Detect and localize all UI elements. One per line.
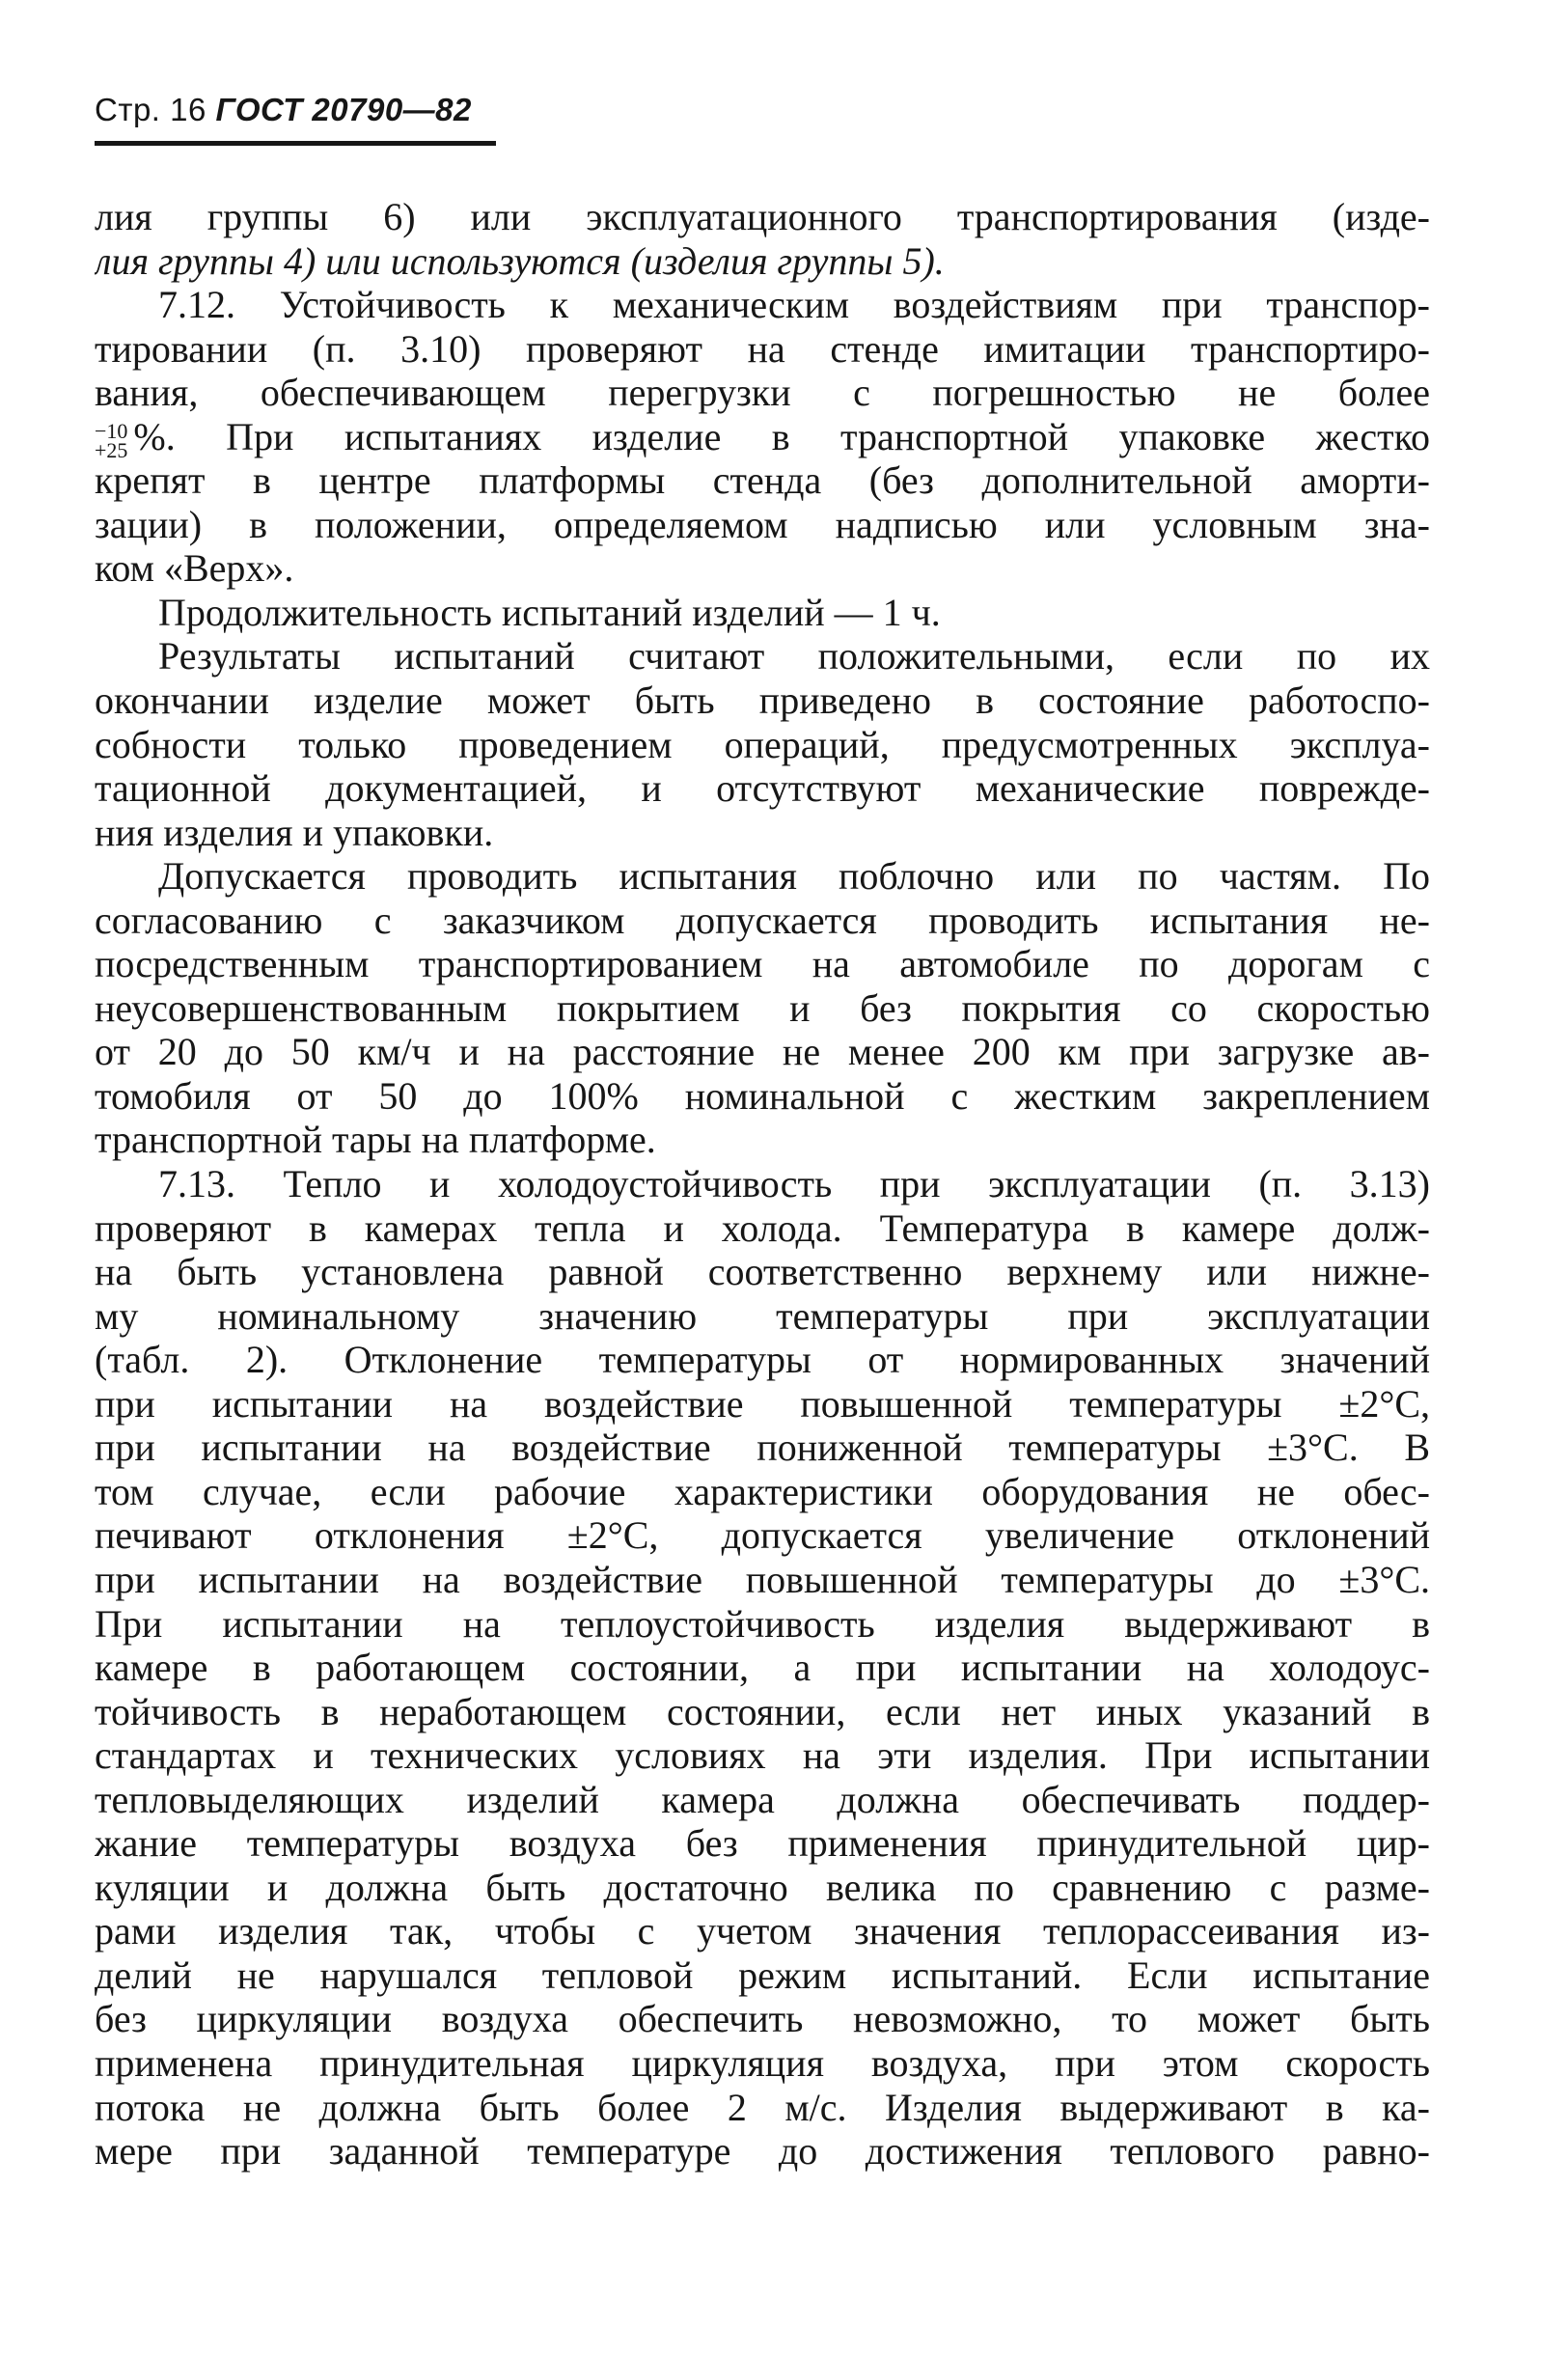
text-line: окончании изделие может быть приведено в состояние работоспо- [95, 679, 1430, 723]
text-line-tolerance [95, 415, 1430, 459]
paragraph-results [95, 634, 1430, 854]
text-line: без циркуляции воздуха обеспечить невозможно, то может быть [95, 1997, 1430, 2041]
text-line: 7.12. Устойчивость к механическим воздействиям при транспор- [158, 283, 1430, 327]
page-header [95, 89, 500, 147]
text-line: (табл. 2). Отклонение температуры от нормированных значений [95, 1338, 1430, 1382]
body-text [95, 195, 1430, 2174]
text-line: камере в работающем состоянии, а при испытании на холодоус- [95, 1646, 1430, 1690]
text-line: лия группы 4) или используются (изделия группы 5). [95, 238, 945, 283]
text-line: Результаты испытаний считают положительными, если по их [158, 634, 1430, 679]
text-line: тойчивость в неработающем состоянии, если нет иных указаний в [95, 1689, 1430, 1733]
text-line: жание температуры воздуха без применения принудительной цир- [95, 1821, 1430, 1866]
standard-designation: ГОСТ 20790—82 [215, 92, 472, 127]
text-line: том случае, если рабочие характеристики оборудования не обес- [95, 1469, 1430, 1513]
text-line: посредственным транспортированием на автомобиле по дорогам с [95, 942, 1430, 986]
text-line: ния изделия и упаковки. [95, 810, 494, 854]
text-line: ком «Верх». [95, 546, 294, 591]
header-text [95, 89, 472, 131]
text-line: согласованию с заказчиком допускается проводить испытания не- [95, 898, 1430, 942]
text-line: собности только проведением операций, предусмотренных эксплуа- [95, 722, 1430, 766]
paragraph-allowed [95, 854, 1430, 1162]
tolerance-upper: −10 [95, 418, 128, 443]
paragraph-duration [95, 591, 1430, 635]
paragraph-7-13 [95, 1162, 1430, 2174]
text-line: тационной документацией, и отсутствуют механические поврежде- [95, 766, 1430, 811]
text-line: 7.13. Тепло и холодоустойчивость при эксплуатации (п. 3.13) [158, 1162, 1430, 1206]
text-line: мере при заданной температуре до достижения теплового равно- [95, 2129, 1430, 2174]
text-line: применена принудительная циркуляция воздуха, при этом скорость [95, 2040, 1430, 2085]
text-line: Допускается проводить испытания поблочно или по частям. По [158, 854, 1430, 899]
text-line: крепят в центре платформы стенда (без дополнительной аморти- [95, 458, 1430, 503]
text-line: неусовершенствованным покрытием и без покрытия со скоростью [95, 985, 1430, 1030]
text-line: томобиля от 50 до 100% номинальной с жестким закреплением [95, 1073, 1430, 1118]
text-line: му номинальному значению температуры при эксплуатации [95, 1293, 1430, 1338]
page-number: Стр. 16 [95, 92, 206, 127]
text-line: стандартах и технических условиях на эти изделия. При испытании [95, 1733, 1430, 1778]
text-line: делий не нарушался тепловой режим испытаний. Если испытание [95, 1952, 1430, 1997]
text-line: тепловыделяющих изделий камера должна обеспечивать поддер- [95, 1777, 1430, 1821]
text-line: тировании (п. 3.10) проверяют на стенде имитации транспортиро- [95, 326, 1430, 371]
text-line: при испытании на воздействие повышенной температуры до ±3°С. [95, 1557, 1430, 1601]
text-line: рами изделия так, чтобы с учетом значения теплорассеивания из- [95, 1909, 1430, 1953]
text-line: проверяют в камерах тепла и холода. Температура в камере долж- [95, 1205, 1430, 1250]
text-line: куляции и должна быть достаточно велика по сравнению с разме- [95, 1865, 1430, 1909]
text-line: потока не должна быть более 2 м/с. Изделия выдерживают в ка- [95, 2085, 1430, 2129]
text-line: лия группы 6) или эксплуатационного транспортирования (изде- [95, 195, 1430, 238]
tolerance-fraction [95, 418, 128, 459]
text-line: при испытании на воздействие пониженной температуры ±3°С. В [95, 1426, 1430, 1470]
text-line: вания, обеспечивающем перегрузки с погрешностью не более [95, 371, 1430, 415]
text-line: печивают отклонения ±2°С, допускается увеличение отклонений [95, 1513, 1430, 1558]
header-rule [95, 141, 496, 146]
text-line: на быть установлена равной соответственно верхнему или нижне- [95, 1250, 1430, 1294]
text-line: от 20 до 50 км/ч и на расстояние не менее 200 км при загрузке ав- [95, 1030, 1430, 1074]
paragraph-7-12 [95, 283, 1430, 591]
text-line: При испытании на теплоустойчивость изделия выдерживают в [95, 1601, 1430, 1646]
text-line: зации) в положении, определяемом надписью или условным зна- [95, 502, 1430, 546]
text-line: при испытании на воздействие повышенной температуры ±2°С, [95, 1381, 1430, 1426]
tolerance-lower: +25 [95, 437, 128, 459]
text-line: Продолжительность испытаний изделий — 1 ч. [158, 590, 941, 634]
text-line: транспортной тары на платформе. [95, 1118, 656, 1162]
tolerance-line-rest: %. При испытаниях изделие в транспортной упаковке жестко [133, 414, 1430, 458]
